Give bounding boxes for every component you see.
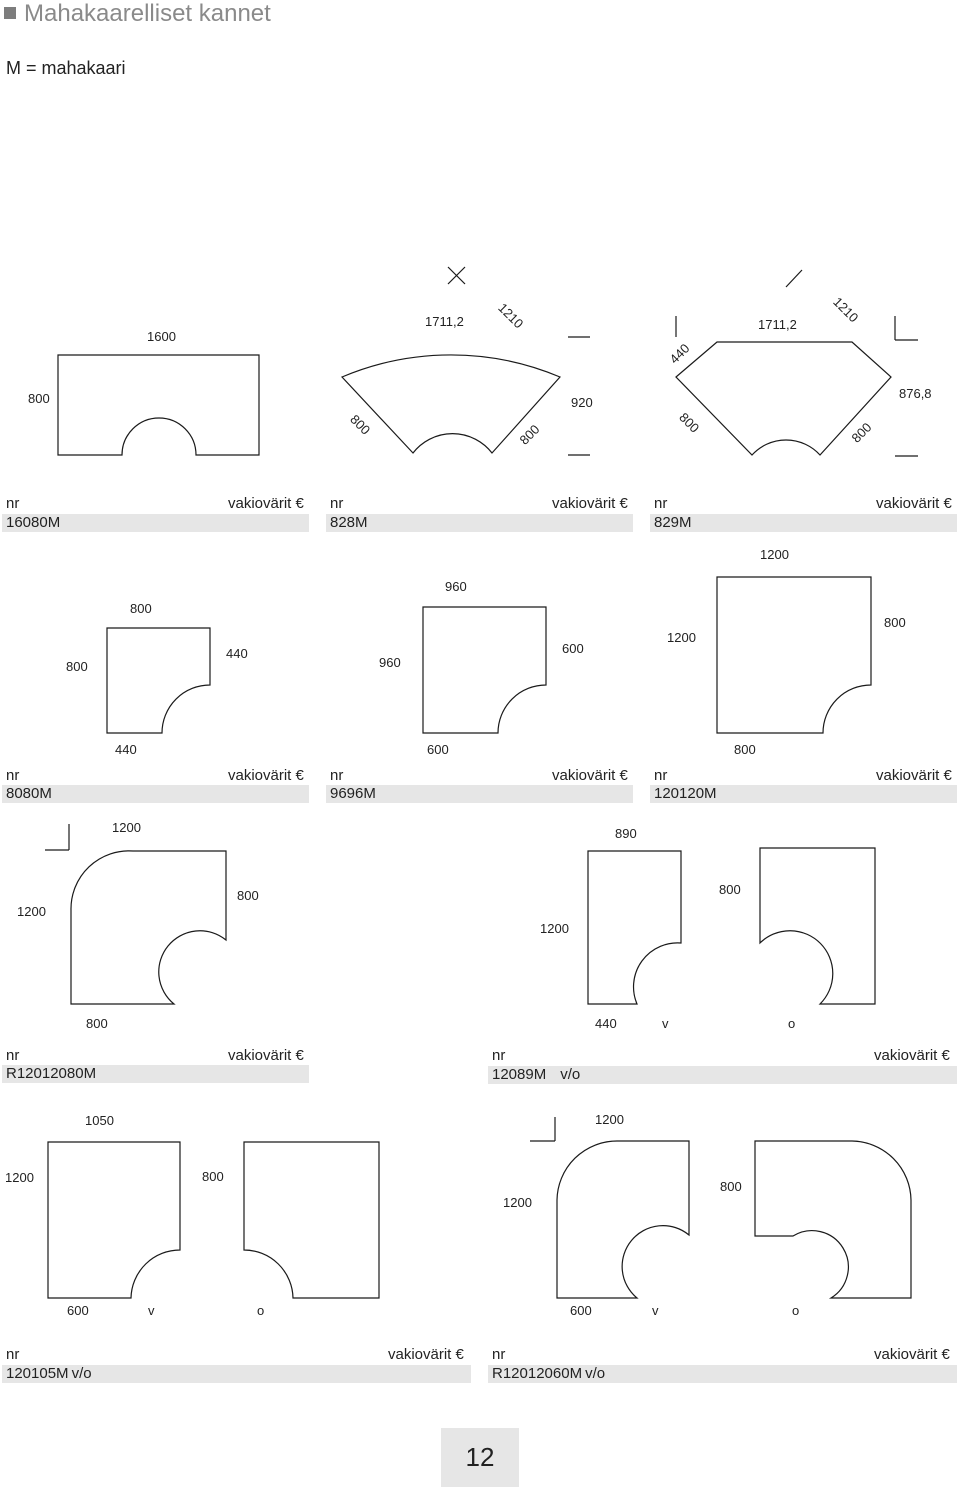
product-code: 12089M (492, 1066, 547, 1083)
variant-v-label: v (148, 1303, 155, 1318)
dim-bottom: 600 (570, 1303, 592, 1318)
dim-left: 800 (66, 659, 88, 674)
dim-bottom: 440 (115, 742, 137, 757)
product-code-bar (2, 1065, 309, 1083)
variant-v-label: v (662, 1016, 669, 1031)
dim-inner: 800 (720, 1179, 742, 1194)
product-code-bar (326, 514, 633, 532)
product-code-bar (326, 785, 633, 803)
nr-label: nr (654, 495, 668, 512)
product-code-bar (2, 514, 309, 532)
dim-bottom: 440 (595, 1016, 617, 1031)
product-code: 828M (330, 514, 368, 531)
product-code-bar (488, 1365, 957, 1383)
dim-side: 1210 (495, 300, 527, 332)
standard-colors-label: vakiovärit € (876, 767, 952, 784)
dim-inner: 440 (226, 646, 248, 661)
desk-outline-120105M-v (48, 1142, 180, 1298)
product-code-bar (650, 514, 957, 532)
dim-top: 960 (445, 579, 467, 594)
product-code: 829M (654, 514, 692, 531)
variant-suffix: v/o (71, 1365, 92, 1382)
dim-inner: 800 (237, 888, 259, 903)
dim-left: 800 (676, 409, 703, 436)
variant-v-label: v (652, 1303, 659, 1318)
dim-top: 890 (615, 826, 637, 841)
dim-top: 1050 (85, 1113, 114, 1128)
dim-left: 800 (347, 411, 374, 438)
product-code: 120105M (6, 1365, 69, 1382)
standard-colors-label: vakiovärit € (874, 1047, 950, 1064)
dim-top: 1200 (760, 547, 789, 562)
dim-top: 1711,2 (425, 314, 464, 329)
desk-outline-16080M (58, 355, 259, 455)
nr-label: nr (6, 1346, 20, 1363)
dim-height: 876,8 (899, 386, 932, 401)
nr-label: nr (492, 1346, 506, 1363)
dim-top: 1200 (112, 820, 141, 835)
dim-side: 1210 (830, 294, 862, 326)
dim-left: 960 (379, 655, 401, 670)
desk-outline-12089M-o (760, 848, 875, 1004)
dim-left: 1200 (5, 1170, 34, 1185)
product-code-bar (650, 785, 957, 803)
standard-colors-label: vakiovärit € (228, 1047, 304, 1064)
dim-top: 1711,2 (758, 317, 797, 332)
nr-label: nr (492, 1047, 506, 1064)
variant-o-label: o (792, 1303, 800, 1318)
dim-height: 920 (571, 395, 593, 410)
dim-bottom: 800 (86, 1016, 108, 1031)
dim-left: 1200 (540, 921, 569, 936)
dim-inner: 800 (202, 1169, 224, 1184)
standard-colors-label: vakiovärit € (228, 495, 304, 512)
variant-o-label: o (257, 1303, 265, 1318)
dim-bottom: 600 (67, 1303, 89, 1318)
desk-outline-120120M (717, 577, 871, 733)
product-code: 8080M (6, 785, 52, 802)
desk-outline-R12012080M (71, 851, 226, 1004)
dim-inner: 800 (719, 882, 741, 897)
product-code-bar (488, 1066, 957, 1084)
dim-edge: 440 (666, 340, 693, 367)
standard-colors-label: vakiovärit € (552, 767, 628, 784)
nr-label: nr (330, 767, 344, 784)
page-title: Mahakaarelliset kannet (4, 0, 271, 28)
desk-outline-R12012060M-v (557, 1141, 689, 1298)
dim-width: 1600 (147, 329, 176, 344)
nr-label: nr (6, 1047, 20, 1064)
page-number: 12 (441, 1428, 519, 1487)
product-code: R12012060M (492, 1365, 583, 1382)
dim-right: 800 (848, 419, 875, 446)
nr-label: nr (654, 767, 668, 784)
desk-outline-120105M-o (244, 1142, 379, 1298)
standard-colors-label: vakiovärit € (388, 1346, 464, 1363)
desk-outline-8080M (107, 628, 210, 733)
dim-left: 1200 (667, 630, 696, 645)
product-code: 120120M (654, 785, 717, 802)
variant-suffix: v/o (560, 1066, 581, 1083)
dim-top: 800 (130, 601, 152, 616)
nr-label: nr (6, 495, 20, 512)
standard-colors-label: vakiovärit € (874, 1346, 950, 1363)
product-code-bar (2, 785, 309, 803)
nr-label: nr (330, 495, 344, 512)
dim-left: 1200 (503, 1195, 532, 1210)
standard-colors-label: vakiovärit € (552, 495, 628, 512)
desk-outline-9696M (423, 607, 546, 733)
dim-depth: 800 (28, 391, 50, 406)
standard-colors-label: vakiovärit € (228, 767, 304, 784)
variant-o-label: o (788, 1016, 796, 1031)
product-code: R12012080M (6, 1065, 97, 1082)
dim-bottom: 600 (427, 742, 449, 757)
dim-top: 1200 (595, 1112, 624, 1127)
desk-outline-12089M-v (588, 851, 681, 1004)
product-code-bar (2, 1365, 471, 1383)
product-code: 16080M (6, 514, 61, 531)
dim-inner: 800 (884, 615, 906, 630)
standard-colors-label: vakiovärit € (876, 495, 952, 512)
page-subtitle: M = mahakaari (6, 58, 126, 78)
product-code: 9696M (330, 785, 376, 802)
dim-right: 800 (516, 421, 543, 448)
dim-left: 1200 (17, 904, 46, 919)
dim-tick (786, 270, 802, 287)
desk-outline-R12012060M-o (755, 1141, 911, 1298)
dim-bottom: 800 (734, 742, 756, 757)
nr-label: nr (6, 767, 20, 784)
variant-suffix: v/o (585, 1365, 606, 1382)
dim-inner: 600 (562, 641, 584, 656)
